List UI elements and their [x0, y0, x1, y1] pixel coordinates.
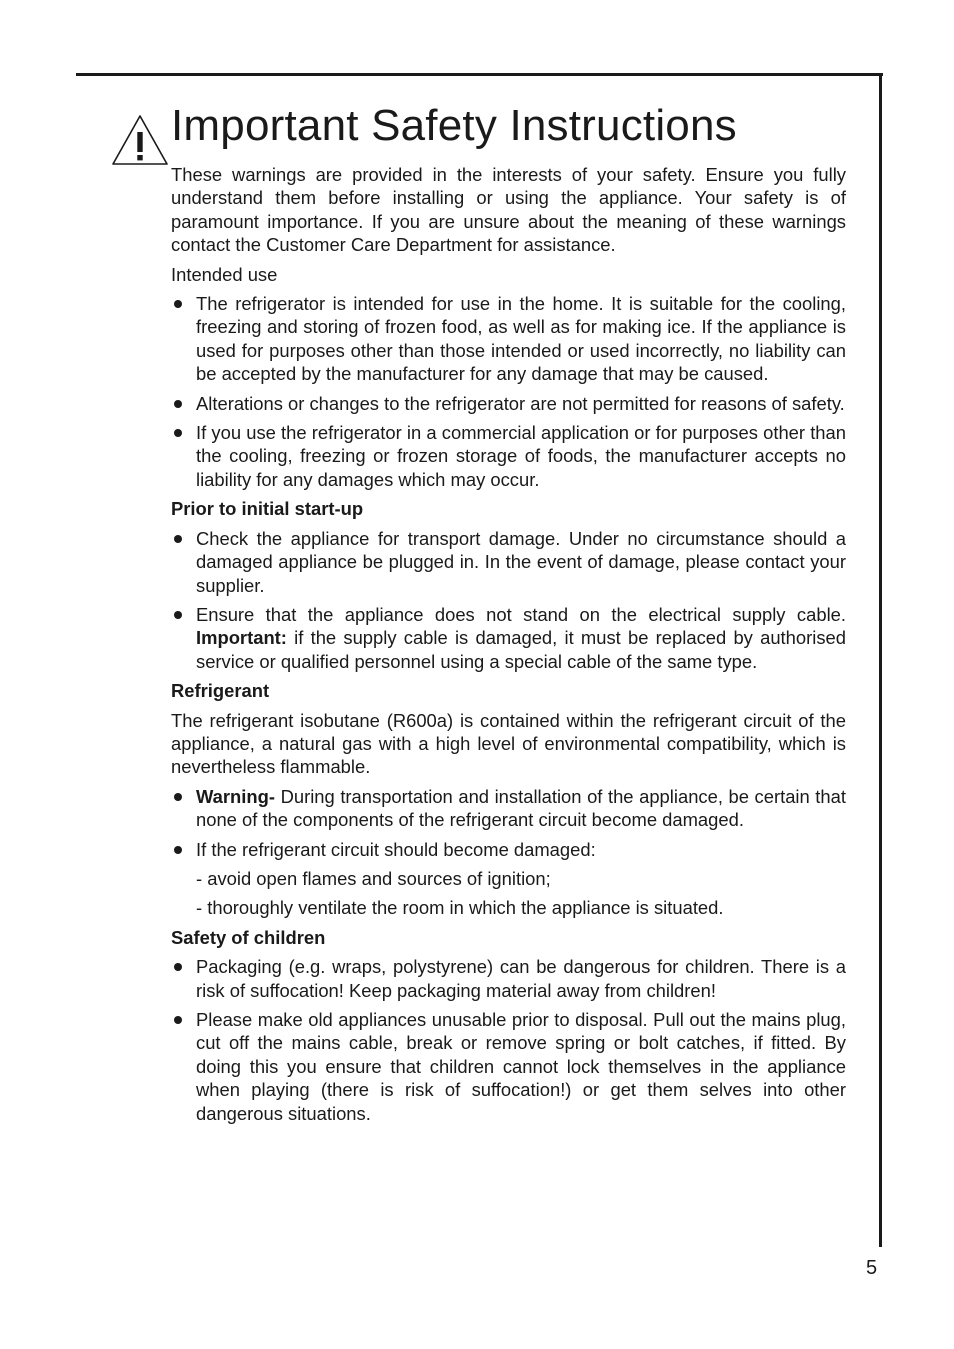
children-heading: Safety of children [171, 926, 326, 948]
intended-use-list [171, 292, 846, 491]
list-item: Check the appliance for transport damage. Under no circumstance should a damaged appliance be plugged in. In the event of damage, please contact your supplier. [171, 527, 846, 597]
list-item: Please make old appliances unusable prior to disposal. Pull out the mains plug, cut off the mains cable, break or remove spring or bolt catches, if fitted. By doing this you ensure that children cannot lock themselves in the appliance when playing (there is risk of suffocation!) or get them selves into other dangerous situations. [171, 1008, 846, 1125]
bullet-text: if the supply cable is damaged, it must be replaced by authorised service or qualified personnel using a special cable of the same type. [196, 627, 846, 672]
sub-item: - avoid open flames and sources of ignition; [196, 867, 551, 889]
list-item: The refrigerator is intended for use in the home. It is suitable for the cooling, freezing and storing of frozen food, as well as for making ice. If the appliance is used for purposes other than those intended or used incorrectly, no liability can be accepted by the manufacturer for any damage that may be caused. [171, 292, 846, 386]
list-item: Packaging (e.g. wraps, polystyrene) can be dangerous for children. There is a risk of suffocation! Keep packaging material away from children! [171, 955, 846, 1002]
bullet-text: Ensure that the appliance does not stand on the electrical supply cable. [196, 603, 846, 625]
list-item [171, 785, 846, 832]
list-item: If you use the refrigerator in a commercial application or for purposes other than the cooling, freezing or frozen storage of foods, the manufacturer accepts no liability for any damages which may occur. [171, 421, 846, 491]
refrigerant-heading: Refrigerant [171, 680, 270, 702]
prior-startup-heading: Prior to initial start-up [171, 498, 364, 520]
page-title: Important Safety Instructions [171, 101, 737, 150]
right-rule [879, 73, 882, 1247]
page-number: 5 [866, 1257, 878, 1279]
refrigerant-paragraph: The refrigerant isobutane (R600a) is contained within the refrigerant circuit of the appliance, a natural gas with a high level of environmental compatibility, which is nevertheless flammable. [171, 709, 846, 778]
refrigerant-list [171, 785, 846, 861]
prior-startup-list [171, 527, 846, 673]
list-item: If the refrigerant circuit should become damaged: [171, 838, 846, 861]
document-body [171, 163, 846, 1131]
important-label: Important: [196, 627, 287, 649]
intended-use-heading: Intended use [171, 263, 278, 285]
warning-triangle-icon [110, 112, 170, 168]
warning-label: Warning- [196, 785, 275, 807]
bullet-text: During transportation and installation of the appliance, be certain that none of the components of the refrigerant circuit become damaged. [196, 785, 846, 831]
intro-paragraph: These warnings are provided in the interests of your safety. Ensure you fully understand them before installing or using the appliance. Your safety is of paramount importance. If you are unsure about the meaning of these warnings contact the Customer Care Department for assistance. [171, 164, 846, 256]
list-item [171, 603, 846, 673]
top-rule [76, 73, 883, 76]
children-list [171, 955, 846, 1125]
list-item: Alterations or changes to the refrigerator are not permitted for reasons of safety. [171, 392, 846, 415]
sub-item: - thoroughly ventilate the room in which the appliance is situated. [196, 897, 724, 919]
